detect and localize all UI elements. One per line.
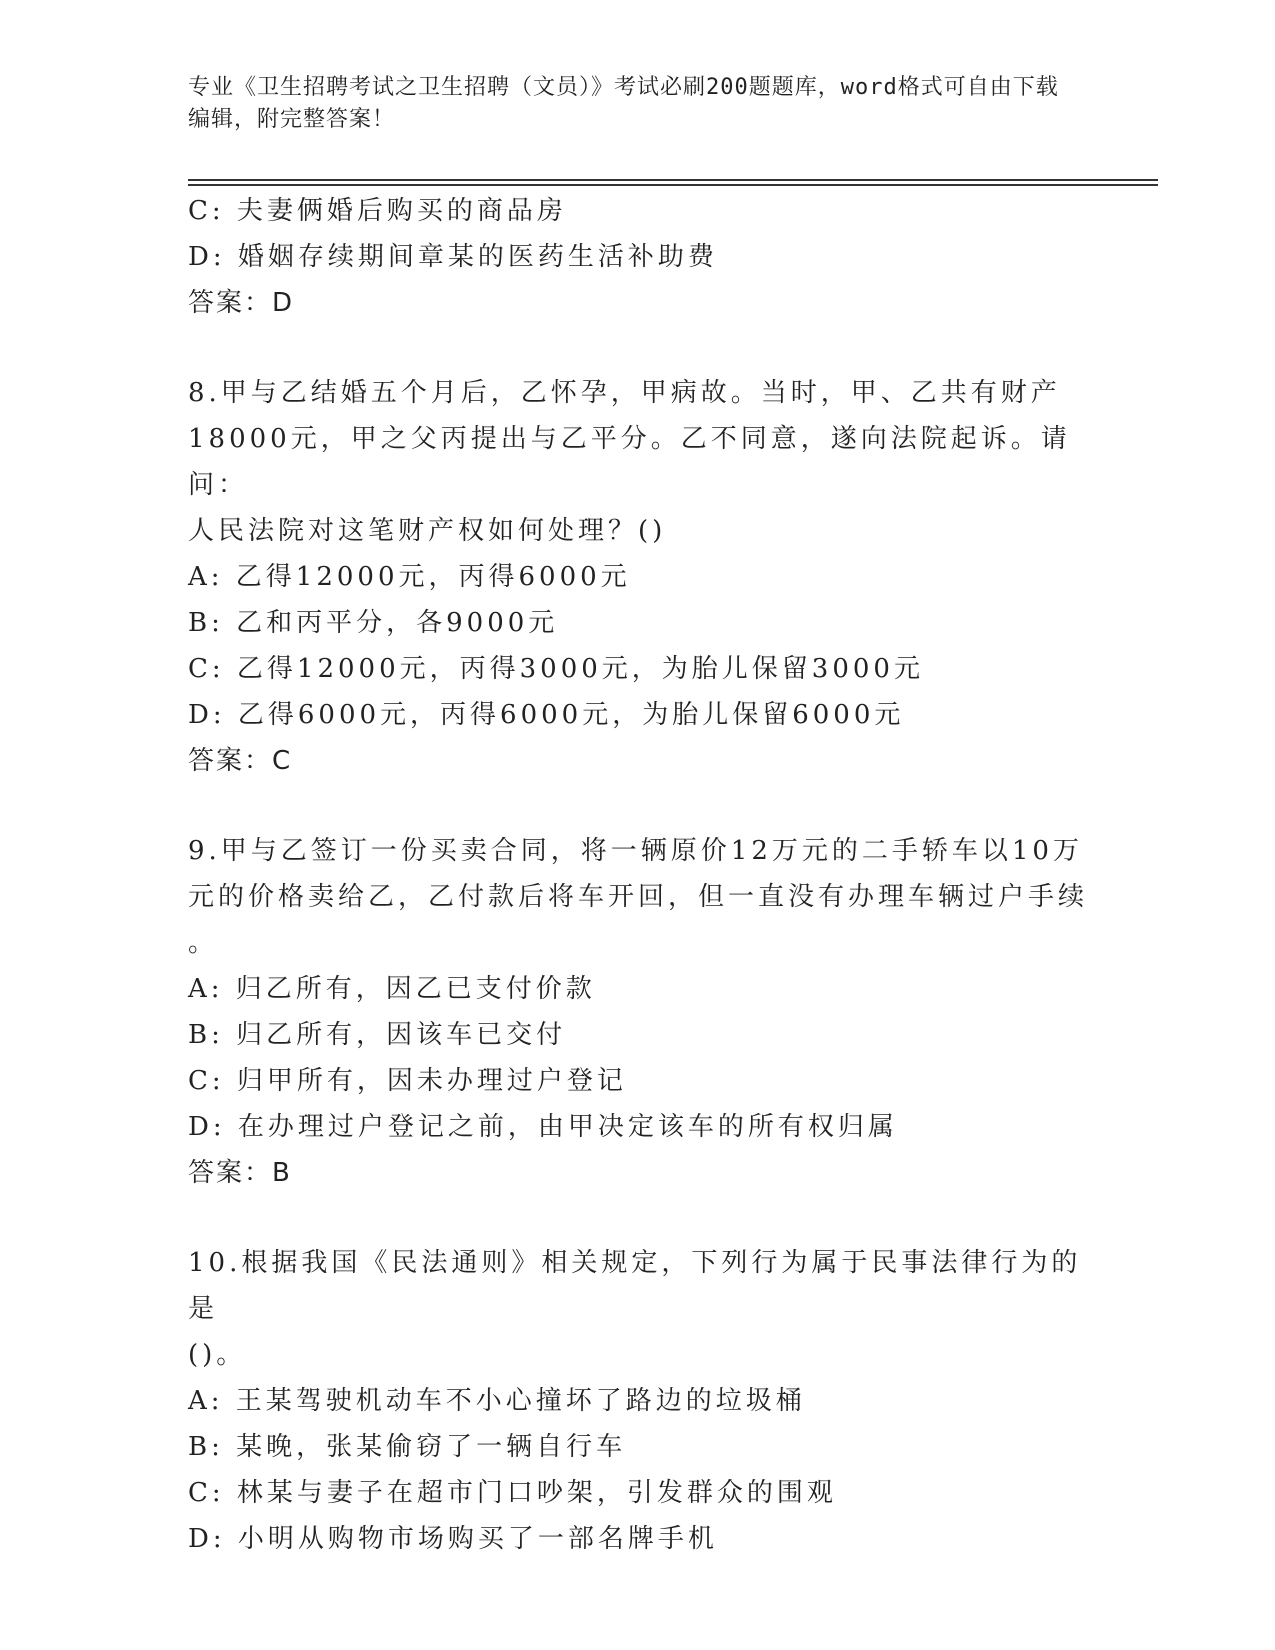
answer-line: 答案：C bbox=[188, 746, 293, 776]
option-b: B: 某晚，张某偷窃了一辆自行车 bbox=[188, 1432, 627, 1462]
option-d: D: 乙得6000元，丙得6000元，为胎儿保留6000元 bbox=[188, 700, 905, 730]
option-c: C: 夫妻俩婚后购买的商品房 bbox=[188, 196, 567, 226]
answer-line: 答案：B bbox=[188, 1158, 292, 1188]
question-stem: 8.甲与乙结婚五个月后，乙怀孕，甲病故。当时，甲、乙共有财产 18000元，甲之父丙提出与乙平分。乙不同意，遂向法院起诉。请问： 人民法院对这笔财产权如何处理？() bbox=[188, 378, 1071, 546]
answer-line: 答案：D bbox=[188, 288, 295, 318]
option-a: A: 乙得12000元，丙得6000元 bbox=[188, 562, 631, 592]
option-d: D: 婚姻存续期间章某的医药生活补助费 bbox=[188, 242, 718, 272]
question-10 bbox=[188, 1240, 1088, 1562]
option-c: C: 林某与妻子在超市门口吵架，引发群众的围观 bbox=[188, 1478, 837, 1508]
option-d: D: 在办理过户登记之前，由甲决定该车的所有权归属 bbox=[188, 1112, 898, 1142]
option-b: B: 乙和丙平分，各9000元 bbox=[188, 608, 559, 638]
document-body bbox=[188, 188, 1088, 1562]
option-d: D: 小明从购物市场购买了一部名牌手机 bbox=[188, 1524, 718, 1554]
question-9 bbox=[188, 828, 1088, 1196]
option-c: C: 归甲所有，因未办理过户登记 bbox=[188, 1066, 627, 1096]
header-rule-top bbox=[188, 179, 1158, 181]
option-a: A: 归乙所有，因乙已支付价款 bbox=[188, 974, 596, 1004]
document-header: 专业《卫生招聘考试之卫生招聘（文员）》考试必刷200题题库，word格式可自由下载编辑，附完整答案！ bbox=[188, 75, 1059, 132]
question-8 bbox=[188, 370, 1088, 784]
continued-question bbox=[188, 188, 1088, 326]
header-rule-bottom bbox=[188, 184, 1158, 186]
question-stem: 9.甲与乙签订一份买卖合同，将一辆原价12万元的二手轿车以10万 元的价格卖给乙，乙付款后将车开回，但一直没有办理车辆过户手续 。 bbox=[188, 836, 1089, 958]
option-a: A: 王某驾驶机动车不小心撞坏了路边的垃圾桶 bbox=[188, 1386, 806, 1416]
question-stem: 10.根据我国《民法通则》相关规定，下列行为属于民事法律行为的是 ()。 bbox=[188, 1248, 1082, 1370]
option-b: B: 归乙所有，因该车已交付 bbox=[188, 1020, 567, 1050]
option-c: C: 乙得12000元，丙得3000元，为胎儿保留3000元 bbox=[188, 654, 924, 684]
